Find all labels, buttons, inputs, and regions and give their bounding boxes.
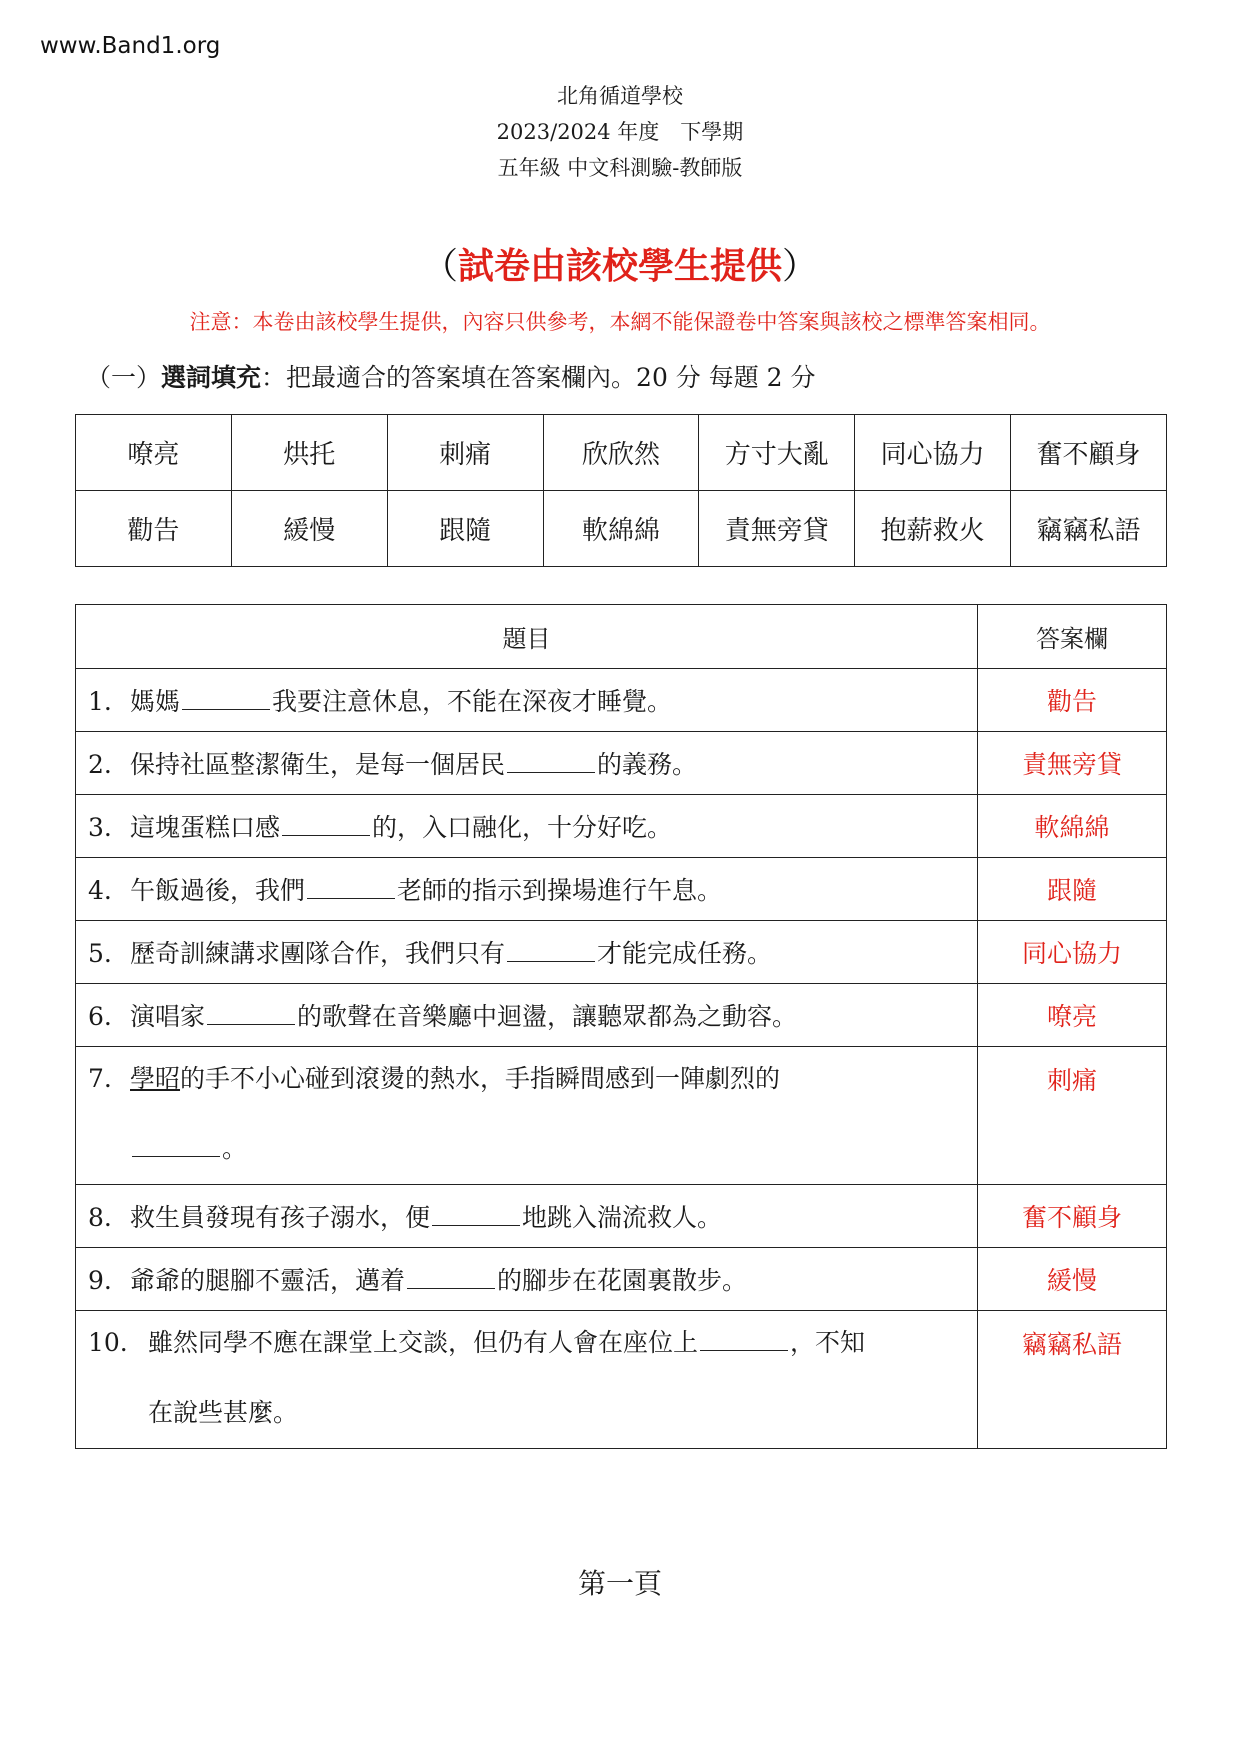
word-bank-cell: 欣欣然 (543, 415, 699, 491)
answer-blank (507, 960, 595, 962)
answer-cell: 跟隨 (978, 858, 1167, 921)
table-row (76, 1185, 1167, 1248)
question-cell (76, 984, 978, 1047)
table-row (76, 921, 1167, 984)
question-text: 保持社區整潔衛生，是每一個居民 (130, 750, 506, 779)
question-number: 2. (88, 750, 112, 779)
table-row (76, 1047, 1167, 1185)
word-bank-cell: 緩慢 (231, 491, 387, 567)
question-cell (76, 858, 978, 921)
word-bank-cell: 奮不顧身 (1011, 415, 1167, 491)
answer-cell: 同心協力 (978, 921, 1167, 984)
answer-blank (432, 1224, 520, 1226)
question-cell (76, 1248, 978, 1311)
word-bank-row (76, 415, 1167, 491)
question-text: 歷奇訓練講求團隊合作，我們只有 (130, 939, 506, 968)
answer-blank (507, 771, 595, 773)
word-bank-cell: 嘹亮 (76, 415, 232, 491)
table-row (76, 795, 1167, 858)
question-text: 演唱家 (130, 1002, 206, 1031)
question-text: 爺爺的腿腳不靈活，邁着 (130, 1266, 406, 1295)
exam-title: 五年級 中文科測驗-教師版 (497, 156, 743, 180)
table-row (76, 669, 1167, 732)
question-text: 的，入口融化，十分好吃。 (372, 813, 673, 842)
answer-blank (700, 1349, 788, 1351)
answer-column-header: 答案欄 (978, 605, 1167, 669)
school-name: 北角循道學校 (557, 84, 683, 108)
word-bank-row (76, 491, 1167, 567)
table-row (76, 984, 1167, 1047)
question-cell (76, 732, 978, 795)
question-number: 4. (88, 876, 112, 905)
word-bank-cell: 方寸大亂 (699, 415, 855, 491)
table-row (76, 858, 1167, 921)
section-label: （一） (86, 363, 162, 392)
question-number: 9. (88, 1266, 112, 1295)
notice-paren-open: （ (421, 246, 458, 287)
question-line2 (88, 1129, 977, 1165)
word-bank-table (75, 414, 1167, 567)
question-number: 8. (88, 1203, 112, 1232)
answer-cell: 竊竊私語 (978, 1311, 1167, 1449)
answer-cell: 軟綿綿 (978, 795, 1167, 858)
word-bank-cell: 刺痛 (387, 415, 543, 491)
question-cell (76, 1047, 978, 1185)
question-number: 5. (88, 939, 112, 968)
question-cell (76, 921, 978, 984)
question-text: 雖然同學不應在課堂上交談，但仍有人會在座位上 (148, 1328, 699, 1357)
question-text: 媽媽 (130, 687, 181, 716)
table-row (76, 1248, 1167, 1311)
question-text: 地跳入湍流救人。 (522, 1203, 723, 1232)
answer-cell: 嘹亮 (978, 984, 1167, 1047)
word-bank-cell: 同心協力 (855, 415, 1011, 491)
word-bank-cell: 跟隨 (387, 491, 543, 567)
site-url: www.Band1.org (40, 33, 221, 59)
word-bank-cell: 烘托 (231, 415, 387, 491)
answer-cell: 責無旁貸 (978, 732, 1167, 795)
question-column-header: 題目 (76, 605, 978, 669)
question-cell (76, 795, 978, 858)
question-text: 這塊蛋糕口感 (130, 813, 281, 842)
question-number: 3. (88, 813, 112, 842)
answer-blank (307, 897, 395, 899)
term-line: 2023/2024 年度 下學期 (496, 120, 744, 144)
question-text: 老師的指示到操場進行午息。 (397, 876, 723, 905)
answer-blank (407, 1287, 495, 1289)
question-cell (76, 669, 978, 732)
answer-blank (182, 708, 270, 710)
question-number: 1. (88, 687, 112, 716)
question-text: 救生員發現有孩子溺水，便 (130, 1203, 431, 1232)
word-bank-cell: 竊竊私語 (1011, 491, 1167, 567)
notice-title-text: 試卷由該校學生提供 (457, 245, 782, 287)
answer-blank (132, 1155, 220, 1157)
table-row (76, 732, 1167, 795)
question-text: 才能完成任務。 (597, 939, 773, 968)
notice-paren-close: ） (782, 246, 819, 287)
questions-table (75, 604, 1167, 1449)
question-number: 7. (88, 1064, 112, 1093)
word-bank-cell: 抱薪救火 (855, 491, 1011, 567)
word-bank-cell: 責無旁貸 (699, 491, 855, 567)
question-text: 的手不小心碰到滾燙的熱水，手指瞬間感到一陣劇烈的 (180, 1064, 781, 1093)
word-bank-cell: 軟綿綿 (543, 491, 699, 567)
notice-title (0, 238, 1240, 289)
answer-cell: 刺痛 (978, 1047, 1167, 1185)
question-text: 我要注意休息，不能在深夜才睡覺。 (272, 687, 673, 716)
question-text: 午飯過後，我們 (130, 876, 306, 905)
notice-text: 注意：本卷由該校學生提供，內容只供參考，本網不能保證卷中答案與該校之標準答案相同。 (189, 310, 1051, 334)
question-number: 6. (88, 1002, 112, 1031)
word-bank-cell: 勸告 (76, 491, 232, 567)
section-instruction: ：把最適合的答案填在答案欄內。20 分 每題 2 分 (261, 363, 816, 392)
answer-cell: 奮不顧身 (978, 1185, 1167, 1248)
question-text: 的歌聲在音樂廳中迴盪，讓聽眾都為之動容。 (297, 1002, 798, 1031)
section-title: 選詞填充 (161, 363, 262, 392)
table-row (76, 1311, 1167, 1449)
answer-cell: 緩慢 (978, 1248, 1167, 1311)
question-text: 的義務。 (597, 750, 698, 779)
question-text: 的腳步在花園裏散步。 (497, 1266, 748, 1295)
question-cell (76, 1311, 978, 1449)
answer-blank (207, 1023, 295, 1025)
question-cell (76, 1185, 978, 1248)
person-name: 學昭 (130, 1064, 181, 1093)
question-line2: 在說些甚麼。 (148, 1398, 299, 1427)
question-number: 10. (88, 1328, 128, 1357)
question-text: 。 (222, 1134, 248, 1163)
question-text: ，不知 (790, 1328, 866, 1357)
section-heading (86, 358, 816, 394)
questions-header-row (76, 605, 1167, 669)
answer-cell: 勸告 (978, 669, 1167, 732)
page-number: 第一頁 (577, 1567, 662, 1600)
answer-blank (282, 834, 370, 836)
